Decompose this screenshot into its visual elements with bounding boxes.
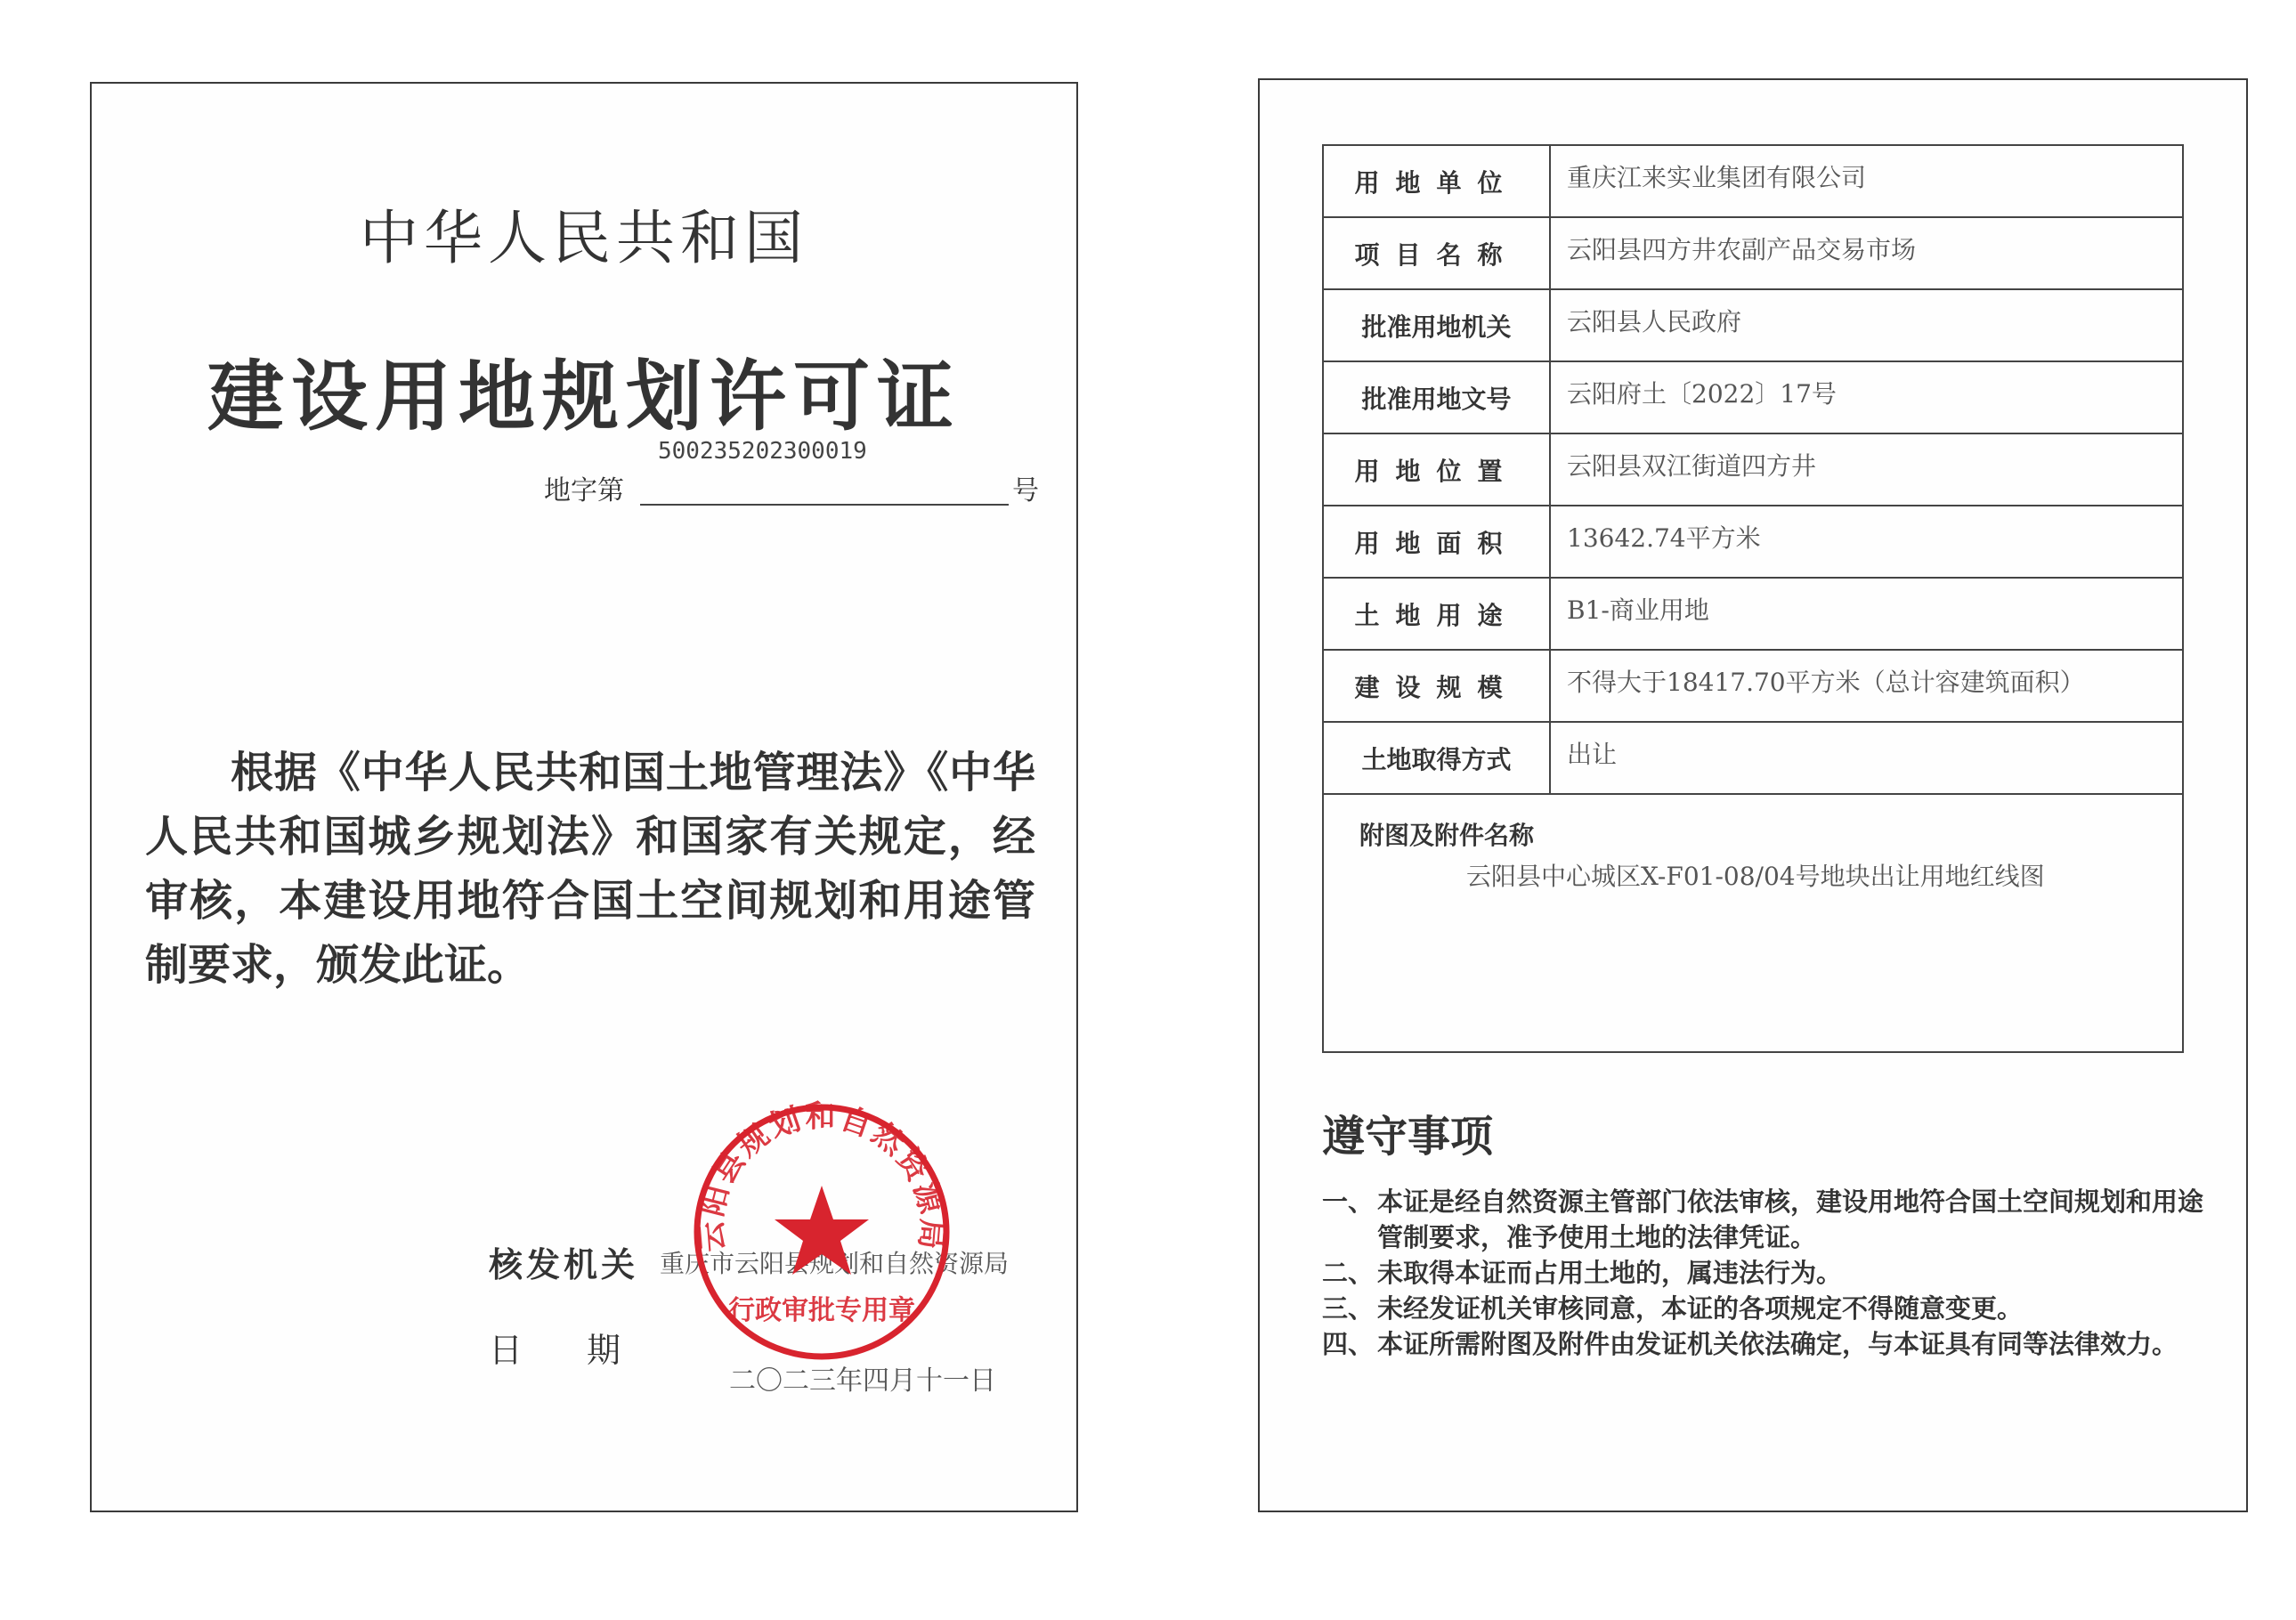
row-value-construction-scale: 不得大于18417.70平方米（总计容建筑面积） <box>1550 650 2183 722</box>
row-value-approval-authority: 云阳县人民政府 <box>1550 289 2183 361</box>
row-label-approval-authority: 批准用地机关 <box>1323 289 1550 361</box>
list-item <box>1322 1326 2203 1362</box>
notice-number: 三、 <box>1322 1293 1375 1324</box>
country-title: 中华人民共和国 <box>360 204 808 272</box>
row-label-land-location: 用地位置 <box>1323 433 1550 506</box>
notice-text: 未取得本证而占用土地的，属违法行为。 <box>1377 1258 1843 1288</box>
row-label-acquisition-method: 土地取得方式 <box>1323 722 1550 794</box>
serial-suffix: 号 <box>1012 475 1039 506</box>
row-label-approval-document: 批准用地文号 <box>1323 361 1550 433</box>
table-row <box>1323 506 2183 578</box>
seal-bottom-text: 行政审批专用章 <box>728 1295 915 1326</box>
serial-number-row <box>544 436 1096 507</box>
attachments-label: 附图及附件名称 <box>1359 821 1535 850</box>
serial-underline <box>640 504 1009 506</box>
issuer-label: 核发机关 <box>489 1245 639 1284</box>
date-label: 日期 <box>489 1331 686 1370</box>
attachment-item: 云阳县中心城区X-F01-08/04号地块出让用地红线图 <box>1466 862 2045 891</box>
attachments-cell <box>1323 794 2183 1052</box>
table-row <box>1323 289 2183 361</box>
issuance-statement: 根据《中华人民共和国土地管理法》《中华人民共和国城乡规划法》和国家有关规定，经审核，本建设用地符合国土空间规划和用途管制要求，颁发此证。 <box>145 748 1035 990</box>
serial-prefix: 地字第 <box>544 475 624 506</box>
table-row <box>1323 650 2183 722</box>
row-label-construction-scale: 建设规模 <box>1323 650 1550 722</box>
table-row <box>1323 794 2183 1052</box>
notice-number: 四、 <box>1322 1329 1375 1359</box>
issuer-value: 重庆市云阳县规划和自然资源局 <box>660 1249 1010 1278</box>
seal-ring-text: 云阳县规划和自然资源局 <box>693 1098 951 1253</box>
row-label-land-user: 用地单位 <box>1323 145 1550 217</box>
permit-details-page <box>1258 78 2248 1512</box>
list-item <box>1322 1255 2203 1291</box>
table-row <box>1323 361 2183 433</box>
notice-number: 二、 <box>1322 1258 1375 1288</box>
notice-number: 一、 <box>1322 1187 1375 1217</box>
notice-text: 本证所需附图及附件由发证机关依法确定，与本证具有同等法律效力。 <box>1377 1329 2178 1359</box>
list-item <box>1322 1291 2203 1326</box>
seal-star-icon <box>775 1186 869 1275</box>
land-info-table <box>1322 144 2184 1053</box>
table-row <box>1323 433 2183 506</box>
notice-text: 本证是经自然资源主管部门依法审核，建设用地符合国土空间规划和用途管制要求，准予使用土地的法律凭证。 <box>1377 1187 2204 1252</box>
table-row <box>1323 217 2183 289</box>
date-value: 二〇二三年四月十一日 <box>729 1365 996 1397</box>
row-value-approval-document: 云阳府土〔2022〕17号 <box>1550 361 2183 433</box>
notice-list <box>1322 1184 2203 1362</box>
table-row <box>1323 145 2183 217</box>
row-label-land-use: 土地用途 <box>1323 578 1550 650</box>
notice-text: 未经发证机关审核同意，本证的各项规定不得随意变更。 <box>1377 1293 2024 1324</box>
row-value-land-area: 13642.74平方米 <box>1550 506 2183 578</box>
table-row <box>1323 722 2183 794</box>
row-label-land-area: 用地面积 <box>1323 506 1550 578</box>
row-value-land-user: 重庆江来实业集团有限公司 <box>1550 145 2183 217</box>
row-label-project-name: 项目名称 <box>1323 217 1550 289</box>
row-value-land-use: B1-商业用地 <box>1550 578 2183 650</box>
row-value-project-name: 云阳县四方井农副产品交易市场 <box>1550 217 2183 289</box>
serial-number: 500235202300019 <box>658 438 867 465</box>
official-seal-stamp <box>688 1098 955 1365</box>
permit-title: 建设用地规划许可证 <box>207 352 961 441</box>
permit-cover-page <box>90 82 1078 1512</box>
table-row <box>1323 578 2183 650</box>
row-value-acquisition-method: 出让 <box>1550 722 2183 794</box>
notice-title: 遵守事项 <box>1322 1112 1494 1162</box>
row-value-land-location: 云阳县双江街道四方井 <box>1550 433 2183 506</box>
list-item <box>1322 1184 2203 1255</box>
